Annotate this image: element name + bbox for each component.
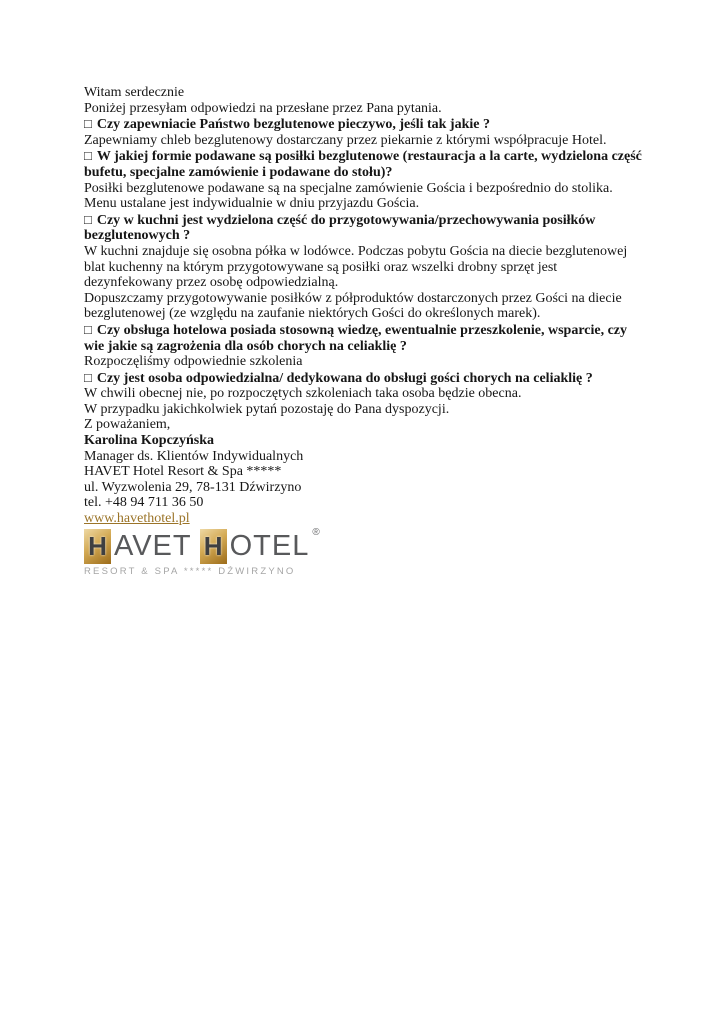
valediction-text: Z poważaniem, — [84, 417, 171, 433]
answer-text: W kuchni znajduje się osobna półka w lodówce. Podczas pobytu Gościa na diecie bezglutenowej blat kuchenny na którym przygotowywane są posiłki oraz wszelki drobny sprzęt jest dezynfekowany przez osobę odpowiedzialną. — [84, 243, 628, 291]
qa-item — [84, 322, 645, 370]
logo-tagline: RESORT & SPA ***** DŹWIRZYNO — [84, 565, 296, 577]
question-text — [84, 212, 645, 244]
question-label: Czy w kuchni jest wydzielona część do przygotowywania/przechowywania posiłków bezglutenowych ? — [84, 212, 596, 244]
question-text — [84, 148, 645, 180]
sender-title: Manager ds. Klientów Indywidualnych — [84, 448, 304, 464]
question-text — [84, 322, 645, 354]
company-phone: tel. +48 94 711 36 50 — [84, 495, 204, 511]
qa-item — [84, 212, 645, 322]
question-label: Czy obsługa hotelowa posiada stosowną wiedzę, ewentualnie przeszkolenie, wsparcie, czy wie jakie są zagrożenia dla osób chorych na celiaklię ? — [84, 322, 628, 354]
question-text — [84, 116, 645, 133]
qa-item — [84, 370, 645, 402]
question-label: W jakiej formie podawane są posiłki bezglutenowe (restauracja a la carte, wydzielona część bufetu, specjalne zamówienie i podawane do stołu)? — [84, 149, 642, 180]
signature-block — [84, 417, 645, 526]
company-address: ul. Wyzwolenia 29, 78-131 Dźwirzyno — [84, 479, 302, 495]
checkbox-bullet: □ — [84, 369, 92, 385]
qa-item — [84, 148, 645, 211]
logo-word-avet: AVET — [114, 529, 192, 562]
registered-trademark-icon: ® — [312, 526, 320, 538]
logo-h-badge: H — [200, 529, 227, 564]
logo-h-badge: H — [84, 529, 111, 564]
answer-text: Rozpoczęliśmy odpowiednie szkolenia — [84, 354, 303, 370]
sender-name: Karolina Kopczyńska — [84, 433, 215, 449]
checkbox-bullet: □ — [84, 321, 92, 337]
qa-item — [84, 116, 645, 148]
answer-text: Dopuszczamy przygotowywanie posiłków z półproduktów dostarczonych przez Gości na diecie bezglutenowej (ze względu na zaufanie niektórych Gości do określonych marek). — [84, 290, 622, 322]
greeting-text: Witam serdecznie — [84, 85, 185, 100]
logo-word-otel: OTEL — [229, 529, 310, 562]
intro-text: Poniżej przesyłam odpowiedzi na przesłane przez Pana pytania. — [84, 100, 442, 116]
question-label: Czy zapewniacie Państwo bezglutenowe pieczywo, jeśli tak jakie ? — [96, 117, 490, 133]
closing-text: W przypadku jakichkolwiek pytań pozostaję do Pana dyspozycji. — [84, 401, 450, 417]
checkbox-bullet: □ — [84, 211, 92, 227]
answer-text: Posiłki bezglutenowe podawane są na specjalne zamówienie Gościa i bezpośrednio do stolika. Menu ustalane jest indywidualnie w dniu przyjazdu Gościa. — [84, 180, 613, 212]
question-text — [84, 370, 645, 387]
question-label: Czy jest osoba odpowiedzialna/ dedykowana do obsługi gości chorych na celiaklię ? — [96, 370, 593, 386]
checkbox-bullet: □ — [84, 148, 92, 164]
document-page — [84, 85, 645, 579]
answer-text: W chwili obecnej nie, po rozpoczętych szkoleniach taka osoba będzie obecna. — [84, 386, 522, 402]
havet-hotel-logo — [84, 527, 645, 580]
logo-wordmark — [84, 527, 645, 564]
checkbox-bullet: □ — [84, 116, 92, 132]
company-name: HAVET Hotel Resort & Spa ***** — [84, 464, 282, 480]
website-link[interactable]: www.havethotel.pl — [84, 511, 190, 527]
answer-text: Zapewniamy chleb bezglutenowy dostarczany przez piekarnie z którymi współpracuje Hotel. — [84, 132, 607, 148]
